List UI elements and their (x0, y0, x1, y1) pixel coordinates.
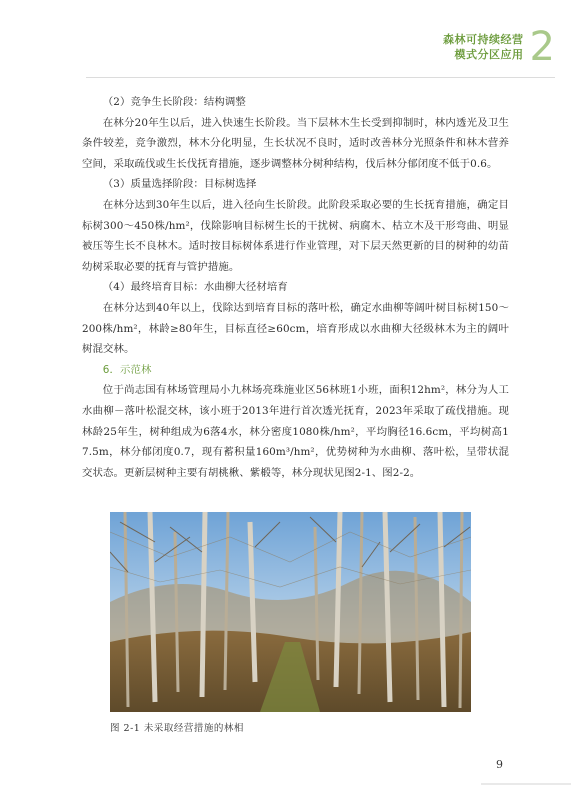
figure-caption: 图 2-1 未采取经营措施的林相 (110, 723, 244, 734)
paragraph-quality-selection: 在林分达到30年生以后，进入径向生长阶段。此阶段采取必要的生长抚育措施，确定目标树300～450株/hm²，伐除影响目标树生长的干扰树、病腐木、枯立木及干形弯曲、明显被压等生长不良林木。适时按目标树体系进行作业管理，对下层天然更新的目的树种的幼苗幼树采取必要的抚育与管护措施。 (82, 198, 509, 273)
forest-photo (110, 512, 471, 712)
paragraph-demo-forest: 位于尚志国有林场管理局小九林场亮珠施业区56林班1小班，面积12hm²，林分为人工水曲柳－落叶松混交林，该小班于2013年进行首次透光抚育，2023年采取了疏伐措施。现林龄25年生，树种组成为6落4水，林分密度1080株/hm²，平均胸径16.6cm，平均树高17.5m，林分郁闭度0.7，现有蓄积量160m³/hm²，优势树种为水曲柳、落叶松，呈带状混交状态。更新层树种主要有胡桃楸、紫椴等，林分现状见图2-1、图2-2。 (82, 384, 509, 479)
subheading-final-target: （4）最终培育目标：水曲柳大径材培育 (102, 281, 288, 294)
chapter-number: 2 (529, 24, 555, 70)
header-divider (86, 77, 555, 78)
chapter-title-line1: 森林可持续经营 (443, 33, 524, 46)
subheading-competition-stage: （2）竞争生长阶段：结构调整 (102, 96, 246, 108)
subheading-quality-selection: （3）质量选择阶段：目标树选择 (102, 178, 257, 191)
chapter-title-line2: 模式分区应用 (454, 48, 524, 61)
page-number: 9 (496, 758, 503, 771)
body-text (82, 92, 509, 483)
section-title-demo-forest: 6．示范林 (102, 363, 152, 376)
chapter-title (443, 32, 524, 62)
footer-rule (481, 783, 571, 785)
paragraph-final-target: 在林分达到40年以上，伐除达到培育目标的落叶松，确定水曲柳等阔叶树目标树150～200株/hm²，林龄≥80年生，目标直径≥60cm，培育形成以水曲柳大径级林木为主的阔叶树混交林。 (82, 301, 509, 356)
paragraph-competition-stage: 在林分20年生以后，进入快速生长阶段。当下层林木生长受到抑制时，林内透光及卫生条件较差，竞争激烈，林木分化明显，生长状况不良时，适时改善林分光照条件和林木营养空间，采取疏伐或生长伐抚育措施，逐步调整林分树种结构，伐后林分郁闭度不低于0.6。 (82, 116, 509, 170)
chapter-header (443, 22, 555, 72)
